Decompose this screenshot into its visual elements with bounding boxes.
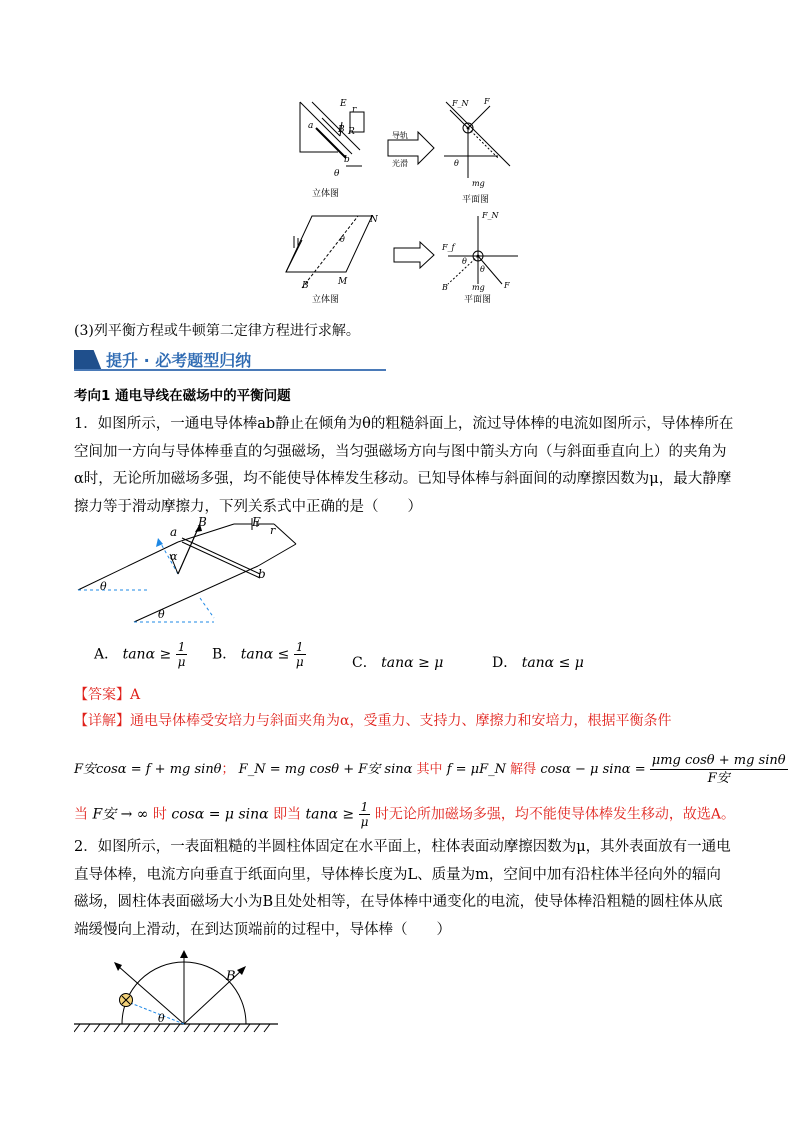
figure-1-plane-view <box>438 96 518 204</box>
solve-text: 解得 <box>510 762 537 777</box>
fig1-label-theta-2: θ <box>454 159 459 168</box>
option-c-expr: tanα ≥ μ <box>381 655 444 671</box>
step-3-text: (3)列平衡方程或牛顿第二定律方程进行求解。 <box>74 323 360 339</box>
q1-fig-label-theta-1: θ <box>100 580 107 593</box>
fig1-label-B: B <box>338 125 345 135</box>
fig2-label-F: F <box>504 281 510 290</box>
fig1-label-FN: F_N <box>452 99 469 108</box>
option-a-fraction: $\frac{1}{\mu}$ <box>177 640 186 669</box>
fig2-label-theta-b: θ <box>480 265 485 274</box>
section-heading: 考向1 通电导线在磁场中的平衡问题 <box>74 388 291 404</box>
ie-text: 即当 <box>273 806 302 823</box>
banner-title: 提升 · 必考题型归纳 <box>106 351 252 370</box>
limit-expr: F安 → ∞ <box>92 806 149 823</box>
explanation-text: 通电导体棒受安培力与斜面夹角为α，受重力、支持力、摩擦力和安培力，根据平衡条件 <box>130 713 672 729</box>
fig2-label-N: N <box>370 215 378 225</box>
question-1-figure <box>74 514 304 626</box>
fig2-label-mg: mg <box>472 283 485 292</box>
figure-2-arrow <box>392 240 438 270</box>
fig1-arrow-top-text: 导轨 <box>392 131 408 140</box>
fig1-right-caption: 平面图 <box>462 194 490 204</box>
equation-6-fraction: $\frac{1}{\mu}$ <box>360 800 369 829</box>
equation-2: F_N = mg cosθ + F安 sinα <box>238 762 413 777</box>
fig1-arrow-bottom-text: 光滑 <box>392 159 408 168</box>
fig1-label-r: r <box>352 105 357 115</box>
q1-fig-label-alpha: α <box>170 550 178 563</box>
question-2-stem: 2．如图所示，一表面粗糙的半圆柱体固定在水平面上，柱体表面动摩擦因数为μ，其外表面放有一通电直导体棒，电流方向垂直于纸面向里，导体棒长度为L、质量为m，空间中加有沿柱体半径向外的辐向磁场，圆柱体表面磁场大小为B且处处相等，在导体棒中通变化的电流，使导体棒沿粗糙的圆柱体从底端缓慢向上滑动，在到达顶端前的过程中，导体棒（ ） <box>74 839 731 938</box>
q1-fig-label-theta-2: θ <box>158 608 165 621</box>
option-a-letter: A． <box>94 646 119 663</box>
explanation-equations <box>74 752 788 787</box>
option-b-fraction: $\frac{1}{\mu}$ <box>295 640 304 669</box>
fig2-label-theta: θ <box>340 235 345 244</box>
equation-4-left: cosα − μ sinα = <box>540 762 646 777</box>
fig2-left-caption: 立体图 <box>312 294 340 304</box>
q1-fig-label-E: E <box>252 515 261 529</box>
q1-fig-label-a: a <box>170 525 178 539</box>
when-text: 当 <box>74 806 88 823</box>
option-b-expr: tanα ≤ <box>240 646 290 663</box>
option-d-letter: D． <box>492 655 518 671</box>
fig1-label-E: E <box>340 99 347 109</box>
fig2-label-B: B <box>302 281 309 291</box>
equation-6-left: tanα ≥ <box>305 806 355 823</box>
fig1-left-caption: 立体图 <box>312 188 340 198</box>
conclusion-text: 时无论所加磁场多强，均不能使导体棒发生移动，故选A。 <box>374 806 735 823</box>
q2-fig-label-B: B <box>226 969 236 984</box>
explanation-head: 【详解】 <box>74 713 130 729</box>
option-c[interactable] <box>352 652 443 672</box>
figure-2-plane-view <box>438 204 524 304</box>
option-b[interactable] <box>212 640 306 669</box>
fig2-label-theta-a: θ <box>462 257 467 266</box>
fig1-label-theta: θ <box>334 169 340 179</box>
equation-4-fraction: $\frac{\text{μmg cosθ + mg sinθ}}{\text{F安}}$ <box>651 753 786 786</box>
q1-fig-label-B: B <box>198 515 207 529</box>
banner-tab-shape <box>74 350 102 371</box>
option-d[interactable] <box>492 652 584 672</box>
figure-1-3d-view <box>290 92 380 200</box>
fig2-right-caption: 平面图 <box>464 294 492 304</box>
fig1-label-b: b <box>344 155 350 165</box>
equation-3: f = μF_N <box>446 762 507 777</box>
explanation-line-1 <box>74 712 671 730</box>
fig2-label-Ff: F_f <box>442 243 455 252</box>
equation-separator: ； <box>221 762 235 777</box>
fig2-label-FN: F_N <box>482 211 499 220</box>
among-text: 其中 <box>416 762 443 777</box>
option-a-expr: tanα ≥ <box>122 646 172 663</box>
fig1-label-F: F <box>484 97 490 106</box>
fig2-label-B2: B <box>442 283 448 292</box>
option-c-letter: C． <box>352 655 377 671</box>
fig2-label-M: M <box>338 277 348 287</box>
fig1-label-R: R <box>348 127 355 137</box>
q1-fig-label-r: r <box>270 524 276 537</box>
answer: 【答案】A <box>74 687 141 703</box>
question-1-stem: 1．如图所示，一通电导体棒ab静止在倾角为θ的粗糙斜面上，流过导体棒的电流如图所示，导体棒所在空间加一方向与导体棒垂直的匀强磁场，当匀强磁场方向与图中箭头方向（与斜面垂直向上）的夹角为α时，无论所加磁场多强，均不能使导体棒发生移动。已知导体棒与斜面间的动摩擦因数为μ，最大静摩擦力等于滑动摩擦力，下列关系式中正确的是（ ） <box>74 416 734 515</box>
question-2-figure <box>74 946 278 1038</box>
section-banner <box>74 348 386 374</box>
figure-2-3d-view <box>282 208 378 304</box>
then-text: 时 <box>152 806 167 823</box>
q2-fig-label-theta: θ <box>158 1012 165 1025</box>
q1-fig-label-b: b <box>258 567 266 581</box>
equation-5: cosα = μ sinα <box>171 806 269 823</box>
figure-1-arrow <box>386 128 438 168</box>
option-d-expr: tanα ≤ μ <box>521 655 584 671</box>
fig1-label-mg: mg <box>472 179 485 188</box>
equation-1: F安cosα = f + mg sinθ <box>74 762 222 777</box>
option-a[interactable] <box>94 640 187 669</box>
option-b-letter: B． <box>212 646 237 663</box>
explanation-conclusion <box>74 800 735 829</box>
fig1-label-a: a <box>308 121 314 131</box>
